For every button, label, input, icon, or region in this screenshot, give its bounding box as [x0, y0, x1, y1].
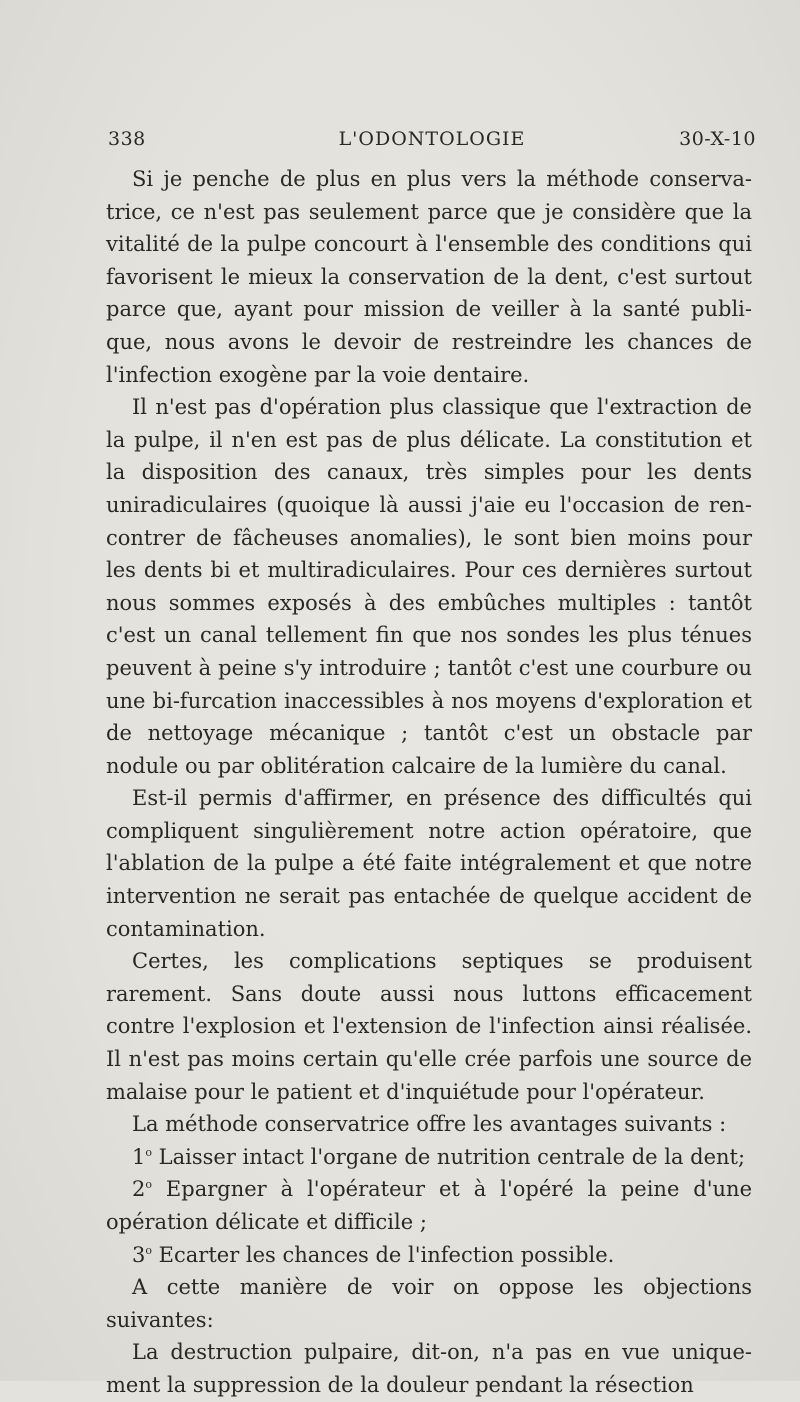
paragraph: Est-il permis d'affirmer, en présence des difficultés qui compliquent singulièrement notre action opératoire, que l'ablation de la pulpe a été faite intégralement et que notre intervention ne serait pas entachée de quelque accident de contamination.	[106, 786, 752, 941]
paragraph: Certes, les complications septiques se produisent rarement. Sans doute aussi nous luttons efficacement contre l'explosion et l'extension de l'infection ainsi réalisée. Il n'est pas moins certain qu'elle crée parfois une source de malaise pour le patient et d'inquiétude pour l'opérateur.	[106, 949, 752, 1104]
paragraph: A cette manière de voir on oppose les objections suivantes:	[106, 1275, 752, 1332]
paragraph: La destruction pulpaire, dit-on, n'a pas en vue unique-ment la suppression de la douleur pendant la résection	[106, 1340, 752, 1397]
ordinal-mark: o	[145, 1243, 152, 1257]
list-number: 1	[132, 1144, 146, 1169]
running-header	[108, 128, 756, 158]
list-text: Ecarter les chances de l'infection possible.	[152, 1242, 615, 1267]
paragraph: Si je penche de plus en plus vers la méthode conserva-trice, ce n'est pas seulement parce que je considère que la vitalité de la pulpe concourt à l'ensemble des conditions qui favorisent le mieux la conservation de la dent, c'est surtout parce que, ayant pour mission de veiller à la santé publi-que, nous avons le devoir de restreindre les chances de l'infection exogène par la voie dentaire.	[106, 167, 752, 387]
paragraph: La méthode conservatrice offre les avantages suivants :	[132, 1112, 727, 1137]
journal-title: L'ODONTOLOGIE	[338, 128, 526, 150]
paragraph: Il n'est pas d'opération plus classique que l'extraction de la pulpe, il n'en est pas de plus délicate. La constitution et la disposition des canaux, très simples pour les dents uniradiculaires (quoique là aussi j'aie eu l'occasion de ren-contrer de fâcheuses anomalies), le sont bien moins pour les dents bi et multiradiculaires. Pour ces dernières surtout nous sommes exposés à des embûches multiples : tantôt c'est un canal tellement fin que nos sondes les plus ténues peuvent à peine s'y introduire ; tantôt c'est une courbure ou une bi-furcation inaccessibles à nos moyens d'exploration et de nettoyage mécanique ; tantôt c'est un obstacle par nodule ou par oblitération calcaire de la lumière du canal.	[106, 395, 752, 778]
ordinal-mark: o	[145, 1178, 152, 1192]
body-text	[106, 163, 752, 1402]
list-item	[106, 1141, 752, 1174]
list-text: Epargner à l'opérateur et à l'opéré la peine d'une opération délicate et difficile ;	[106, 1177, 752, 1234]
ordinal-mark: o	[145, 1145, 152, 1159]
page-number: 338	[108, 128, 146, 150]
list-number: 2	[132, 1177, 146, 1202]
list-number: 3	[132, 1242, 146, 1267]
list-item	[106, 1173, 752, 1238]
list-text: Laisser intact l'organe de nutrition centrale de la dent;	[152, 1144, 746, 1169]
issue-date: 30-X-10	[679, 128, 756, 150]
list-item	[106, 1239, 752, 1272]
